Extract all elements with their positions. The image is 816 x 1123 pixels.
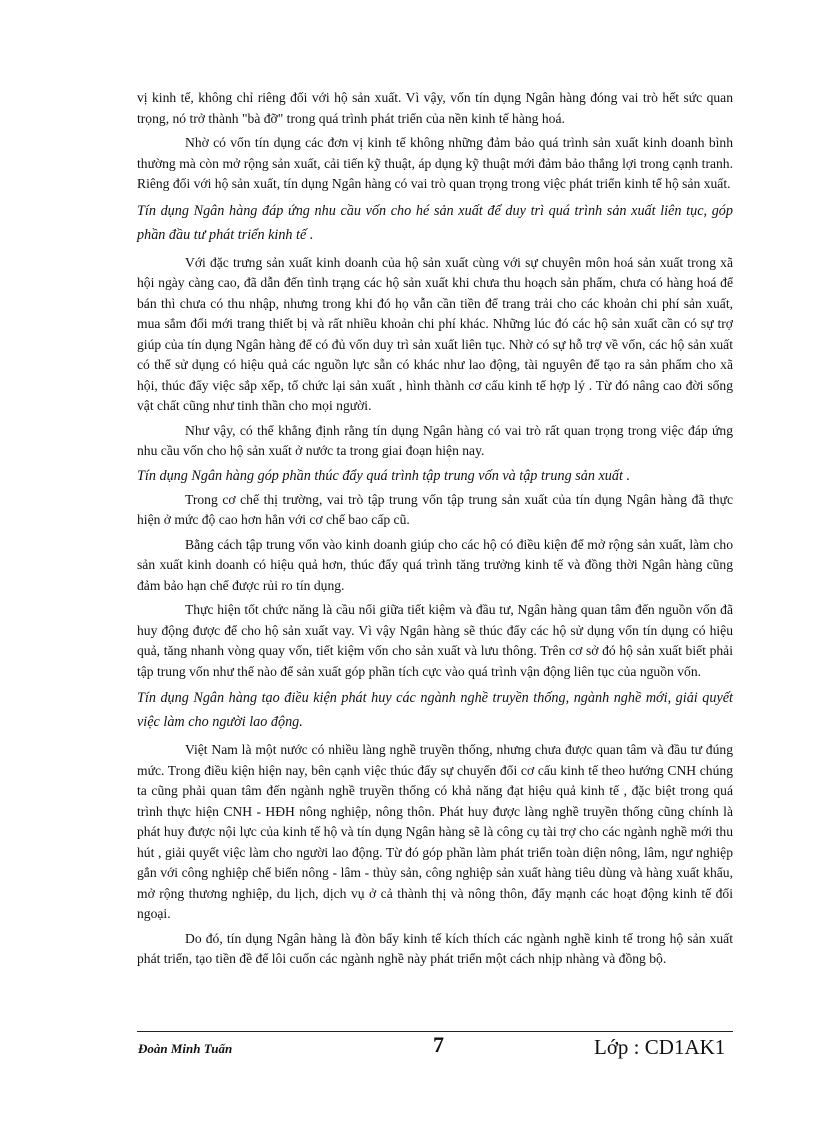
body-paragraph: vị kinh tế, không chỉ riêng đối với hộ sản xuất. Vì vậy, vốn tín dụng Ngân hàng đóng vai trò hết sức quan trọng, nó trở thành "bà đỡ" trong quá trình phát triển của nền kinh tế hàng hoá. <box>137 90 733 126</box>
footer-class-label: Lớp : CD1AK1 <box>594 1035 726 1059</box>
body-paragraph: Do đó, tín dụng Ngân hàng là đòn bẩy kinh tế kích thích các ngành nghề kinh tế trong hộ sản xuất phát triển, tạo tiền đề để lôi cuốn các ngành nghề này phát triển một cách nhịp nhàng và đồng bộ. <box>137 930 733 966</box>
footer-author: Đoàn Minh Tuấn <box>138 1041 233 1056</box>
body-paragraph: Thực hiện tốt chức năng là cầu nối giữa tiết kiệm và đầu tư, Ngân hàng quan tâm đến nguồn vốn đã huy động được để cho hộ sản xuất vay. Vì vậy Ngân hàng sẽ thúc đẩy các hộ sử dụng vốn tín dụng có hiệu quả, tăng nhanh vòng quay vốn, tiết kiệm vốn cho sản xuất và lưu thông. Trên cơ sở đó hộ sản xuất biết phải tập trung vốn như thế nào để sản xuất góp phần tích cực vào quá trình vận động liên tục của nguồn vốn. <box>137 602 733 679</box>
page-number: 7 <box>433 1032 444 1057</box>
body-paragraph: Như vậy, có thể khẳng định rằng tín dụng Ngân hàng có vai trò rất quan trọng trong việc đáp ứng nhu cầu vốn cho hộ sản xuất ở nước ta trong giai đoạn hiện nay. <box>137 422 733 458</box>
document-body <box>137 88 733 974</box>
body-paragraph: Việt Nam là một nước có nhiều làng nghề truyền thống, nhưng chưa được quan tâm và đầu tư đúng mức. Trong điều kiện hiện nay, bên cạnh việc thúc đẩy sự chuyển đổi cơ cấu kinh tế theo hướng CNH chúng ta cũng phải quan tâm đến ngành nghề truyền thống có khả năng đạt hiệu quả kinh tế , đặc biệt trong quá trình thực hiện CNH - HĐH nông nghiệp, nông thôn. Phát huy được làng nghề truyền thống cũng chính là phát huy được nội lực của kinh tế hộ và tín dụng Ngân hàng sẽ là công cụ tài trợ cho các ngành nghề mới thu hút , giải quyết việc làm cho người lao động. Từ đó góp phần làm phát triển toàn diện nông, lâm, ngư nghiệp gắn với công nghiệp chế biến nông - lâm - thủy sản, công nghiệp sản xuất hàng tiêu dùng và hàng xuất khẩu, mở rộng thương nghiệp, du lịch, dịch vụ ở cả thành thị và nông thôn, đẩy mạnh các hoạt động kinh tế đối ngoại. <box>137 742 733 921</box>
section-heading: Tín dụng Ngân hàng góp phần thúc đẩy quá trình tập trung vốn và tập trung sản xuất . <box>137 467 631 484</box>
body-paragraph: Trong cơ chế thị trường, vai trò tập trung vốn tập trung sản xuất của tín dụng Ngân hàng đã thực hiện ở mức độ cao hơn hẳn với cơ chế bao cấp cũ. <box>137 491 733 527</box>
section-heading: Tín dụng Ngân hàng đáp ứng nhu cầu vốn cho hé sản xuất để duy trì quá trình sản xuất liên tục, góp phần đầu tư phát triển kinh tế . <box>137 202 733 243</box>
body-paragraph: Bằng cách tập trung vốn vào kinh doanh giúp cho các hộ có điều kiện để mở rộng sản xuất, làm cho sản xuất kinh doanh có hiệu quả hơn, thúc đẩy quá trình tăng trưởng kinh tế và đồng thời Ngân hàng cũng đảm bảo hạn chế được rủi ro tín dụng. <box>137 536 733 593</box>
body-paragraph: Nhờ có vốn tín dụng các đơn vị kinh tế không những đảm bảo quá trình sản xuất kinh doanh bình thường mà còn mở rộng sản xuất, cải tiến kỹ thuật, áp dụng kỹ thuật mới đảm bảo thắng lợi trong cạnh tranh. Riêng đối với hộ sản xuất, tín dụng Ngân hàng có vai trò quan trọng trong việc phát triển kinh tế hộ sản xuất. <box>137 135 733 191</box>
section-heading: Tín dụng Ngân hàng tạo điều kiện phát huy các ngành nghề truyền thống, ngành nghề mới, giải quyết việc làm cho người lao động. <box>137 690 733 730</box>
body-paragraph: Với đặc trưng sản xuất kinh doanh của hộ sản xuất cùng với sự chuyên môn hoá sản xuất trong xã hội ngày càng cao, đã dẫn đến tình trạng các hộ sản xuất khi chưa thu hoạch sản phẩm, chưa có hàng hoá để bán thì chưa có thu nhập, nhưng trong khi đó họ vẫn cần tiền để trang trải cho các khoản chi phí sản xuất, mua sắm đổi mới trang thiết bị và rất nhiều khoản chi phí khác. Những lúc đó các hộ sản xuất cần có sự trợ giúp của tín dụng Ngân hàng để có đủ vốn duy trì sản xuất liên tục. Nhờ có sự hỗ trợ về vốn, các hộ sản xuất có thể sử dụng có hiệu quả các nguồn lực sẵn có khác như lao động, tài nguyên để tạo ra sản phẩm cho xã hội, thúc đẩy việc sắp xếp, tổ chức lại sản xuất , hình thành cơ cấu kinh tế hợp lý . Từ đó nâng cao đời sống vật chất cũng như tinh thần cho mọi người. <box>137 254 733 413</box>
